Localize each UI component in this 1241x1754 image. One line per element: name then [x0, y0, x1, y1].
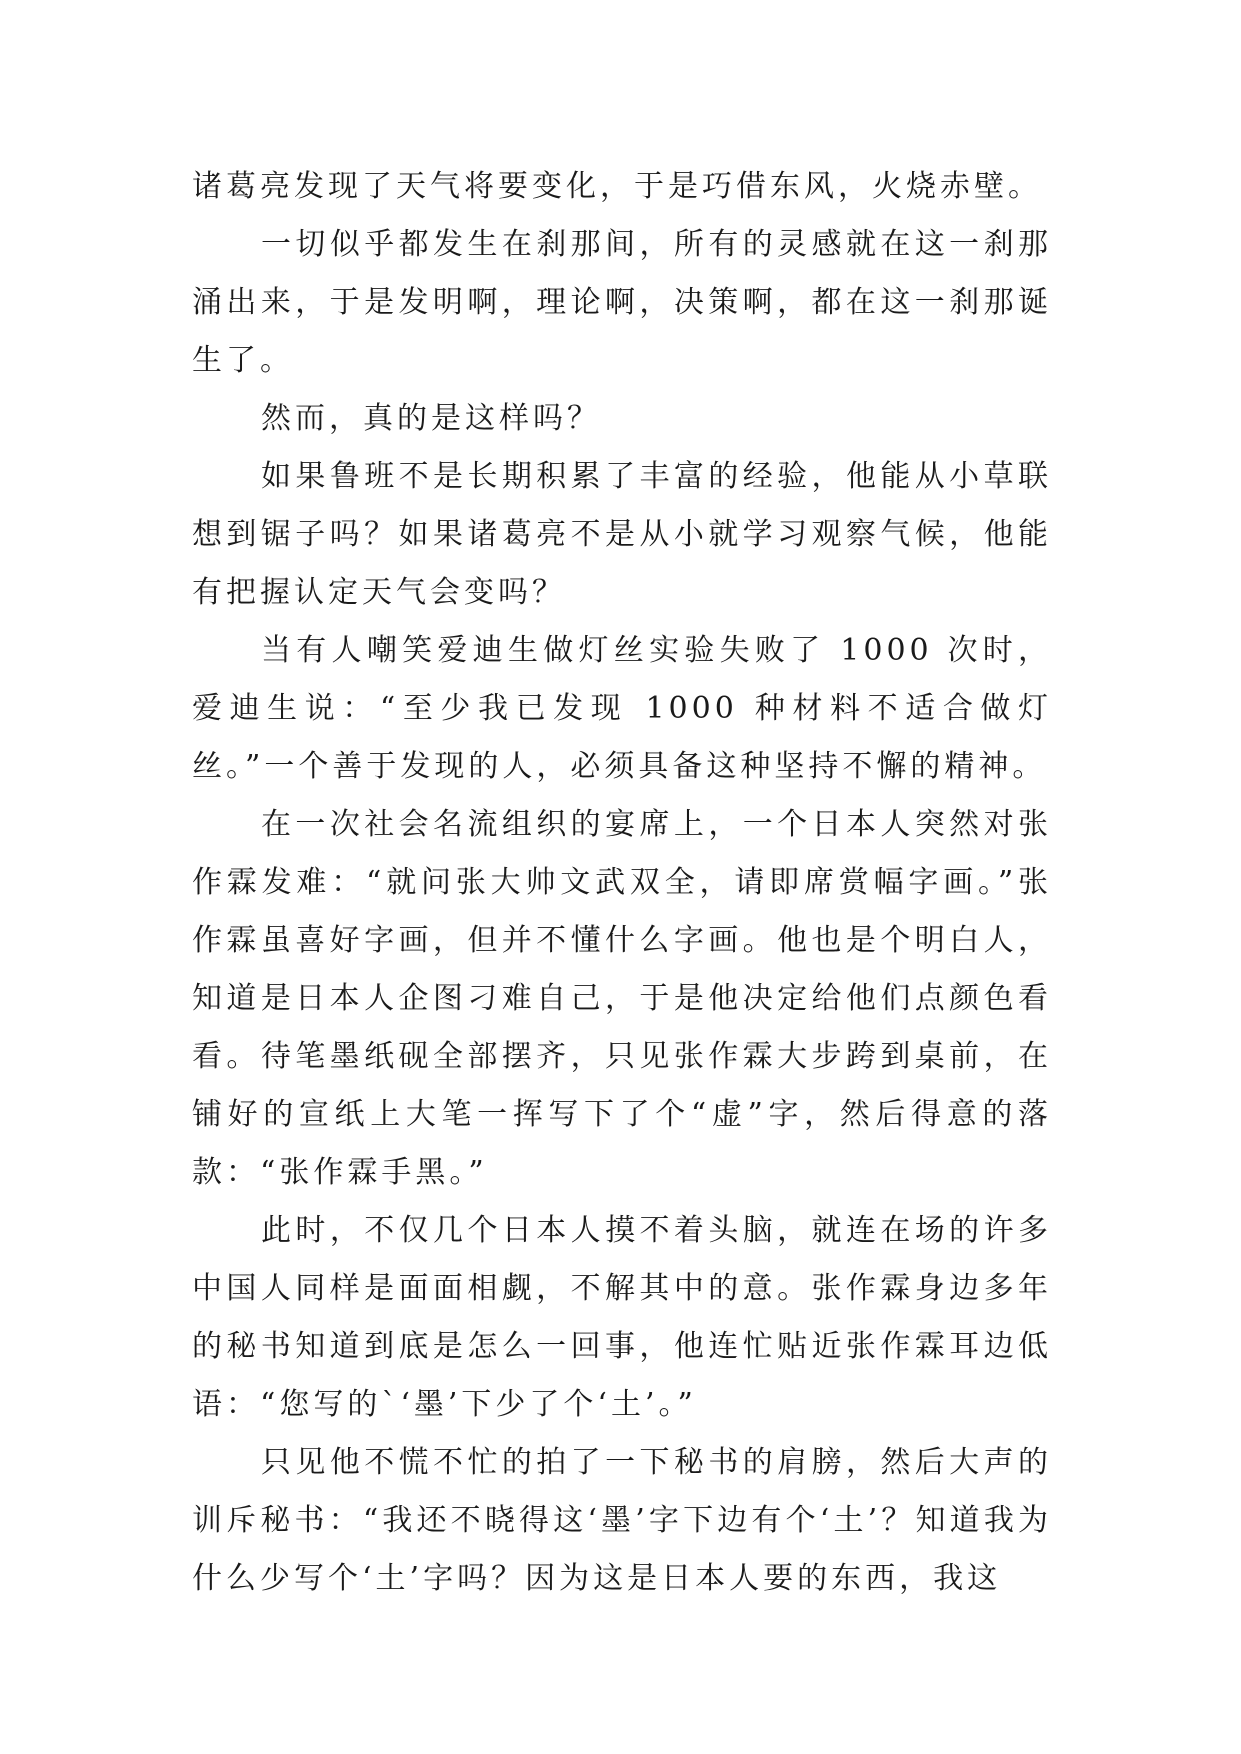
body-text: [192, 158, 1052, 1608]
paragraph: 当有人嘲笑爱迪生做灯丝实验失败了 1000 次时，爱迪生说：“至少我已发现 1000 种材料不适合做灯丝。”一个善于发现的人，必须具备这种坚持不懈的精神。: [192, 633, 1052, 784]
paragraph: 只见他不慌不忙的拍了一下秘书的肩膀，然后大声的训斥秘书：“我还不晓得这‘墨’字下边有个‘土’？知道我为什么少写个‘土’字吗？因为这是日本人要的东西，我这: [192, 1445, 1052, 1596]
paragraph: 在一次社会名流组织的宴席上，一个日本人突然对张作霖发难：“就问张大帅文武双全，请即席赏幅字画。”张作霖虽喜好字画，但并不懂什么字画。他也是个明白人，知道是日本人企图刁难自己，于是他决定给他们点颜色看看。待笔墨纸砚全部摆齐，只见张作霖大步跨到桌前，在铺好的宣纸上大笔一挥写下了个“虚”字，然后得意的落款：“张作霖手黑。”: [192, 807, 1052, 1190]
paragraph: 如果鲁班不是长期积累了丰富的经验，他能从小草联想到锯子吗？如果诸葛亮不是从小就学习观察气候，他能有把握认定天气会变吗？: [192, 459, 1052, 610]
paragraph: 诸葛亮发现了天气将要变化，于是巧借东风，火烧赤壁。: [192, 169, 1042, 204]
paragraph: 一切似乎都发生在刹那间，所有的灵感就在这一刹那涌出来，于是发明啊，理论啊，决策啊，都在这一刹那诞生了。: [192, 227, 1052, 378]
paragraph: 此时，不仅几个日本人摸不着头脑，就连在场的许多中国人同样是面面相觑，不解其中的意。张作霖身边多年的秘书知道到底是怎么一回事，他连忙贴近张作霖耳边低语：“您写的`‘墨’下少了个‘土’。”: [192, 1213, 1052, 1422]
paragraph: 然而，真的是这样吗？: [261, 401, 601, 436]
